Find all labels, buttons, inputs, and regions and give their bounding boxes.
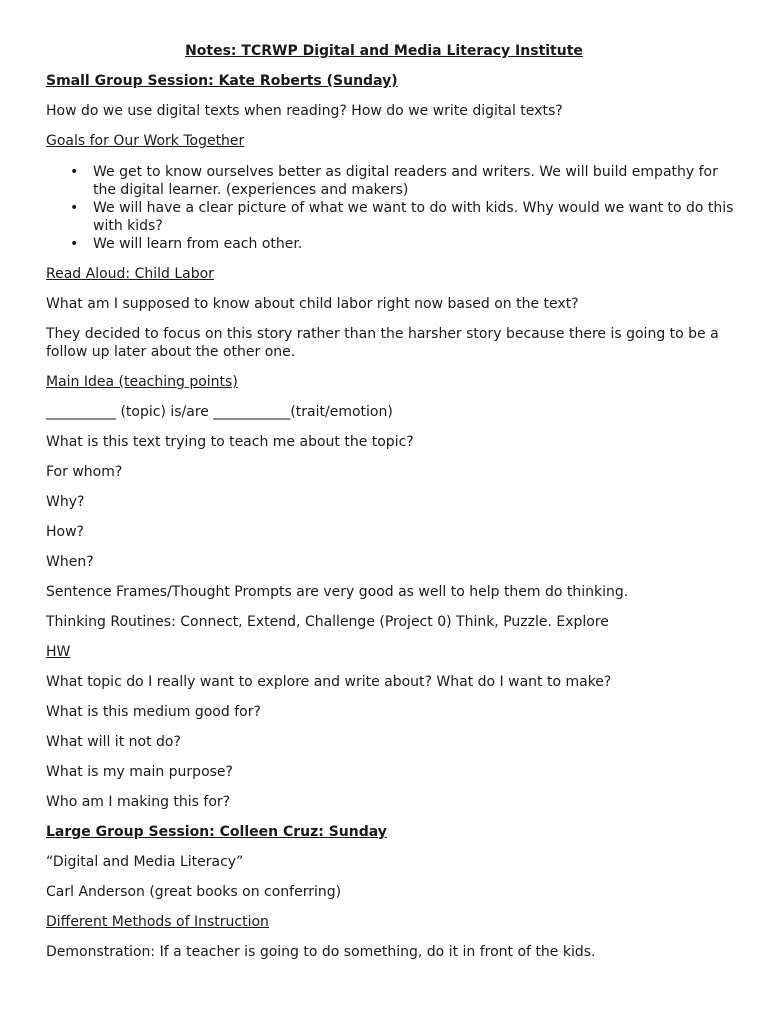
- demonstration-note: Demonstration: If a teacher is going to do something, do it in front of the kids.: [46, 944, 596, 960]
- teach-question: What is this text trying to teach me about the topic?: [46, 434, 414, 450]
- hw-heading: HW: [46, 644, 71, 660]
- session-reference: Carl Anderson (great books on conferring): [46, 884, 342, 900]
- goals-list: [46, 163, 736, 253]
- intro-question: How do we use digital texts when reading? How do we write digital texts?: [46, 103, 563, 119]
- hw-question-purpose: What is my main purpose?: [46, 764, 233, 780]
- session-topic: “Digital and Media Literacy”: [46, 854, 244, 870]
- thinking-routines-note: Thinking Routines: Connect, Extend, Challenge (Project 0) Think, Puzzle. Explore: [46, 614, 609, 630]
- hw-question-topic: What topic do I really want to explore and write about? What do I want to make?: [46, 674, 612, 690]
- small-group-session-heading: Small Group Session: Kate Roberts (Sunday): [46, 73, 398, 89]
- question-why: Why?: [46, 494, 85, 510]
- sentence-frames-note: Sentence Frames/Thought Prompts are very good as well to help them do thinking.: [46, 584, 629, 600]
- hw-question-audience: Who am I making this for?: [46, 794, 231, 810]
- hw-question-not-do: What will it not do?: [46, 734, 181, 750]
- list-item: • We will have a clear picture of what we want to do with kids. Why would we want to do this with kids?: [70, 200, 734, 234]
- hw-question-medium: What is this medium good for?: [46, 704, 261, 720]
- read-aloud-note: They decided to focus on this story rather than the harsher story because there is going to be a follow up later about the other one.: [46, 326, 719, 360]
- read-aloud-heading: Read Aloud: Child Labor: [46, 266, 214, 282]
- read-aloud-question: What am I supposed to know about child labor right now based on the text?: [46, 296, 579, 312]
- question-when: When?: [46, 554, 94, 570]
- bullet-icon: •: [70, 200, 79, 216]
- list-item: • We get to know ourselves better as digital readers and writers. We will build empathy for the digital learner. (experiences and makers): [70, 164, 718, 198]
- main-idea-heading: Main Idea (teaching points): [46, 374, 238, 390]
- goals-heading: Goals for Our Work Together: [46, 133, 245, 149]
- frame-line: __________ (topic) is/are ___________(trait/emotion): [46, 404, 393, 420]
- question-how: How?: [46, 524, 84, 540]
- bullet-icon: •: [70, 164, 79, 180]
- methods-heading: Different Methods of Instruction: [46, 914, 269, 930]
- question-for-whom: For whom?: [46, 464, 123, 480]
- document-title: Notes: TCRWP Digital and Media Literacy Institute: [185, 43, 583, 59]
- bullet-icon: •: [70, 236, 79, 252]
- list-item: • We will learn from each other.: [70, 236, 303, 252]
- large-group-session-heading: Large Group Session: Colleen Cruz: Sunday: [46, 824, 387, 840]
